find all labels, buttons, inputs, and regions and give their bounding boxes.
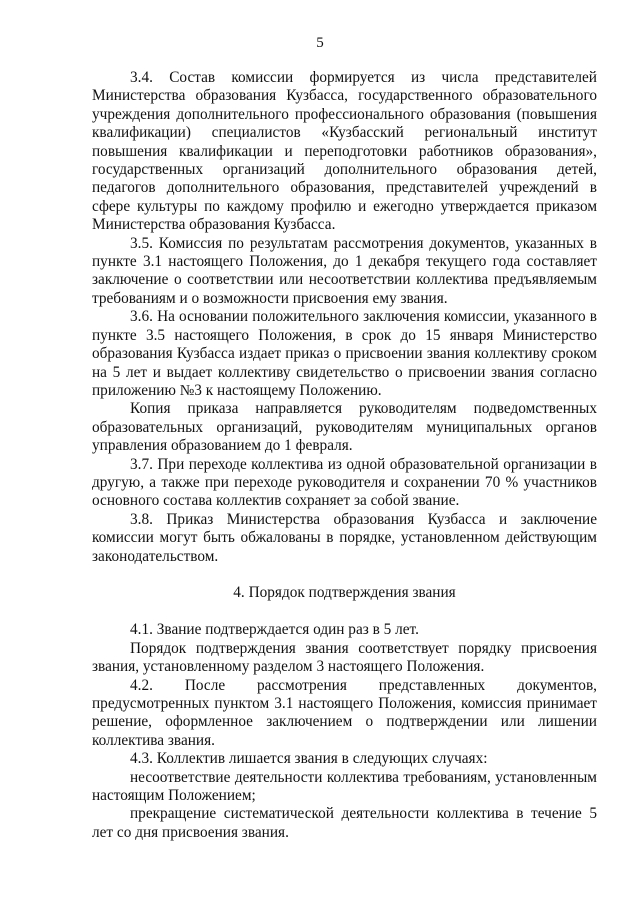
paragraph-3-4: 3.4. Состав комиссии формируется из числа представителей Министерства образования Кузбасса, государственного образовательного учреждения дополнительного профессионального образования (повышения квалификации) специалистов «Кузбасский региональный институт повышения квалификации и переподготовки работников образования», государственных организаций дополнительного образования детей, педагогов дополнительного образования, представителей учреждений в сфере культуры по каждому профилю и ежегодно утверждается приказом Министерства образования Кузбасса. [92, 69, 597, 234]
paragraph-3-5: 3.5. Комиссия по результатам рассмотрения документов, указанных в пункте 3.1 настоящего Положения, до 1 декабря текущего года составляет заключение о соответствии или несоответствии коллектива предъявляемым требованиям и о возможности присвоения ему звания. [92, 234, 597, 307]
paragraph-4-3: 4.3. Коллектив лишается звания в следующих случаях: [130, 750, 488, 768]
paragraph-order-copy: Копия приказа направляется руководителям подведомственных образовательных организаций, руководителям муниципальных органов управления образованием до 1 февраля. [92, 400, 597, 455]
paragraph-case-noncompliance: несоответствие деятельности коллектива требованиям, установленным настоящим Положением; [92, 768, 597, 805]
paragraph-3-6: 3.6. На основании положительного заключения комиссии, указанного в пункте 3.5 настоящего Положения, в срок до 15 января Министерство образования Кузбасса издает приказ о присвоении звания коллективу сроком на 5 лет и выдает коллективу свидетельство о присвоении звания согласно приложению №3 к настоящему Положению. [92, 308, 597, 399]
paragraph-4-1: 4.1. Звание подтверждается один раз в 5 лет. [130, 621, 419, 639]
document-body [92, 69, 597, 842]
paragraph-4-2: 4.2. После рассмотрения представленных документов, предусмотренных пунктом 3.1 настоящего Положения, комиссия принимает решение, оформленное заключением о подтверждении или лишении коллектива звания. [92, 676, 597, 749]
page-number: 5 [316, 35, 324, 51]
paragraph-3-7: 3.7. При переходе коллектива из одной образовательной организации в другую, а также при переходе руководителя и сохранении 70 % участников основного состава коллектив сохраняет за собой звание. [92, 455, 597, 510]
paragraph-3-8: 3.8. Приказ Министерства образования Кузбасса и заключение комиссии могут быть обжалованы в порядке, установленном действующим законодательством. [92, 510, 597, 565]
paragraph-case-termination: прекращение систематической деятельности коллектива в течение 5 лет со дня присвоения звания. [92, 805, 597, 841]
section-4-heading: 4. Порядок подтверждения звания [233, 583, 456, 601]
paragraph-confirmation-order: Порядок подтверждения звания соответствует порядку присвоения звания, установленному разделом 3 настоящего Положения. [92, 639, 597, 676]
